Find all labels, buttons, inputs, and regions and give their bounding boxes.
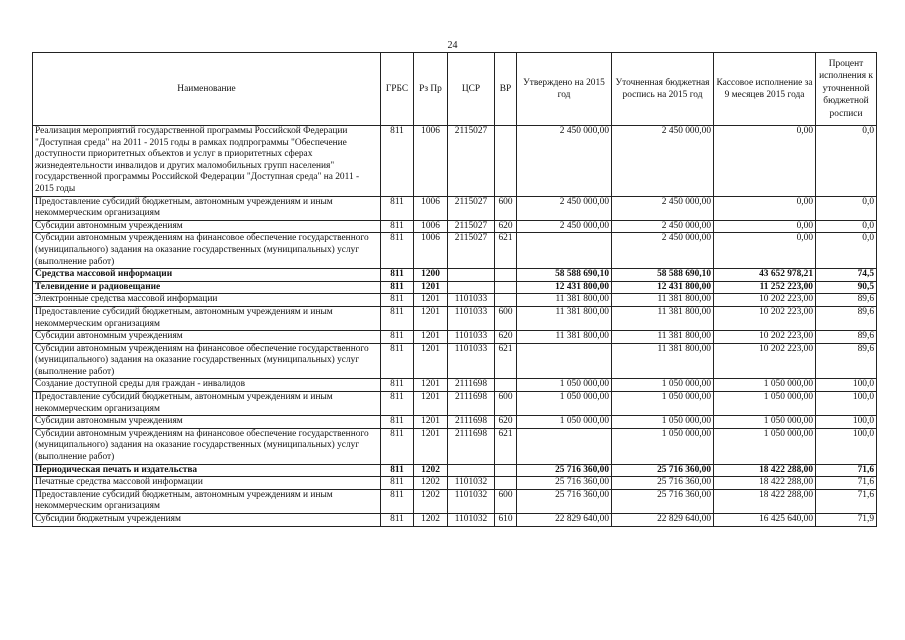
cell-csr: 2115027 [448, 233, 495, 269]
cell-csr [448, 281, 495, 294]
cell-refined: 22 829 640,00 [612, 514, 714, 527]
cell-grbs: 811 [381, 281, 414, 294]
cell-grbs: 811 [381, 477, 414, 490]
cell-name: Предоставление субсидий бюджетным, автономным учреждениям и иным некоммерческим организациям [33, 392, 381, 416]
cell-name: Субсидии автономным учреждениям [33, 220, 381, 233]
cell-grbs: 811 [381, 464, 414, 477]
cell-csr: 1101032 [448, 477, 495, 490]
table-row [33, 294, 877, 307]
cell-name: Субсидии автономным учреждениям на финансовое обеспечение государственного (муниципального) задания на оказание государственных (муниципальных) услуг (выполнение работ) [33, 343, 381, 379]
cell-approved [517, 343, 612, 379]
cell-refined: 11 381 800,00 [612, 343, 714, 379]
cell-csr: 2115027 [448, 126, 495, 197]
page-number: 24 [447, 40, 458, 51]
cell-approved: 12 431 800,00 [517, 281, 612, 294]
cell-name: Субсидии автономным учреждениям [33, 416, 381, 429]
cell-name: Электронные средства массовой информации [33, 294, 381, 307]
cell-csr: 1101033 [448, 306, 495, 330]
cell-name: Субсидии автономным учреждениям [33, 331, 381, 344]
cell-grbs: 811 [381, 392, 414, 416]
header-vr: ВР [495, 53, 517, 126]
header-name: Наименование [33, 53, 381, 126]
cell-refined: 2 450 000,00 [612, 220, 714, 233]
cell-refined: 12 431 800,00 [612, 281, 714, 294]
cell-cash: 43 652 978,21 [714, 269, 816, 282]
cell-cash: 1 050 000,00 [714, 428, 816, 464]
cell-cash: 10 202 223,00 [714, 306, 816, 330]
header-row [33, 53, 877, 126]
cell-percent: 100,0 [816, 379, 877, 392]
table-row [33, 477, 877, 490]
cell-vr [495, 294, 517, 307]
header-cash: Кассовое исполнение за 9 месяцев 2015 года [714, 53, 816, 126]
cell-percent: 74,5 [816, 269, 877, 282]
cell-percent: 0,0 [816, 233, 877, 269]
cell-grbs: 811 [381, 514, 414, 527]
cell-rzpr: 1201 [414, 281, 448, 294]
cell-rzpr: 1201 [414, 416, 448, 429]
cell-grbs: 811 [381, 331, 414, 344]
cell-vr: 621 [495, 233, 517, 269]
cell-csr: 1101032 [448, 489, 495, 513]
cell-refined: 1 050 000,00 [612, 379, 714, 392]
cell-approved: 2 450 000,00 [517, 196, 612, 220]
cell-vr: 600 [495, 489, 517, 513]
cell-name: Средства массовой информации [33, 269, 381, 282]
cell-approved: 25 716 360,00 [517, 489, 612, 513]
cell-approved: 11 381 800,00 [517, 306, 612, 330]
cell-grbs: 811 [381, 428, 414, 464]
table-row [33, 514, 877, 527]
cell-cash: 10 202 223,00 [714, 294, 816, 307]
cell-grbs: 811 [381, 489, 414, 513]
cell-csr: 2111698 [448, 392, 495, 416]
cell-approved: 11 381 800,00 [517, 331, 612, 344]
cell-rzpr: 1201 [414, 379, 448, 392]
cell-cash: 10 202 223,00 [714, 343, 816, 379]
cell-grbs: 811 [381, 196, 414, 220]
table-row [33, 196, 877, 220]
table-row [33, 392, 877, 416]
cell-percent: 0,0 [816, 220, 877, 233]
cell-approved [517, 428, 612, 464]
cell-cash: 0,00 [714, 126, 816, 197]
cell-approved: 25 716 360,00 [517, 464, 612, 477]
cell-rzpr: 1202 [414, 489, 448, 513]
cell-rzpr: 1201 [414, 331, 448, 344]
cell-percent: 71,6 [816, 477, 877, 490]
cell-name: Предоставление субсидий бюджетным, автономным учреждениям и иным некоммерческим организациям [33, 306, 381, 330]
cell-rzpr: 1006 [414, 220, 448, 233]
cell-csr: 2111698 [448, 379, 495, 392]
cell-refined: 11 381 800,00 [612, 294, 714, 307]
budget-table [32, 52, 877, 527]
cell-rzpr: 1202 [414, 477, 448, 490]
cell-grbs: 811 [381, 220, 414, 233]
cell-csr: 1101032 [448, 514, 495, 527]
cell-approved: 1 050 000,00 [517, 416, 612, 429]
table-row [33, 331, 877, 344]
header-rzpr: Рз Пр [414, 53, 448, 126]
cell-refined: 11 381 800,00 [612, 331, 714, 344]
cell-percent: 71,6 [816, 464, 877, 477]
cell-refined: 2 450 000,00 [612, 126, 714, 197]
cell-approved: 11 381 800,00 [517, 294, 612, 307]
cell-percent: 71,6 [816, 489, 877, 513]
cell-name: Печатные средства массовой информации [33, 477, 381, 490]
cell-approved: 1 050 000,00 [517, 392, 612, 416]
cell-csr: 1101033 [448, 294, 495, 307]
cell-cash: 1 050 000,00 [714, 379, 816, 392]
table-row [33, 464, 877, 477]
cell-rzpr: 1202 [414, 514, 448, 527]
cell-cash: 1 050 000,00 [714, 392, 816, 416]
cell-cash: 0,00 [714, 233, 816, 269]
cell-refined: 1 050 000,00 [612, 416, 714, 429]
cell-cash: 0,00 [714, 220, 816, 233]
cell-name: Предоставление субсидий бюджетным, автономным учреждениям и иным некоммерческим организациям [33, 489, 381, 513]
cell-vr: 621 [495, 428, 517, 464]
cell-percent: 71,9 [816, 514, 877, 527]
header-csr: ЦСР [448, 53, 495, 126]
cell-csr: 2115027 [448, 196, 495, 220]
cell-grbs: 811 [381, 294, 414, 307]
header-refined: Уточненная бюджетная роспись на 2015 год [612, 53, 714, 126]
cell-name: Субсидии автономным учреждениям на финансовое обеспечение государственного (муниципального) задания на оказание государственных (муниципальных) услуг (выполнение работ) [33, 428, 381, 464]
cell-grbs: 811 [381, 343, 414, 379]
table-row [33, 281, 877, 294]
cell-approved: 2 450 000,00 [517, 220, 612, 233]
cell-rzpr: 1200 [414, 269, 448, 282]
cell-refined: 1 050 000,00 [612, 428, 714, 464]
cell-approved: 2 450 000,00 [517, 126, 612, 197]
cell-vr [495, 477, 517, 490]
table-row [33, 428, 877, 464]
cell-percent: 0,0 [816, 196, 877, 220]
table-row [33, 126, 877, 197]
cell-approved: 1 050 000,00 [517, 379, 612, 392]
cell-vr: 620 [495, 331, 517, 344]
cell-rzpr: 1201 [414, 428, 448, 464]
cell-cash: 11 252 223,00 [714, 281, 816, 294]
table-row [33, 233, 877, 269]
cell-vr [495, 379, 517, 392]
cell-csr: 2111698 [448, 416, 495, 429]
cell-rzpr: 1006 [414, 233, 448, 269]
cell-rzpr: 1201 [414, 306, 448, 330]
cell-name: Реализация мероприятий государственной программы Российской Федерации "Доступная среда" на 2011 - 2015 годы в рамках подпрограммы "Обеспечение доступности приоритетных объектов и услуг в приоритетных сферах жизнедеятельности инвалидов и других маломобильных групп населения" государственной программы Российской Федерации "Доступная среда" на 2011 - 2015 годы [33, 126, 381, 197]
cell-csr: 2111698 [448, 428, 495, 464]
table-row [33, 306, 877, 330]
cell-csr [448, 269, 495, 282]
cell-name: Субсидии бюджетным учреждениям [33, 514, 381, 527]
cell-refined: 25 716 360,00 [612, 477, 714, 490]
cell-percent: 89,6 [816, 306, 877, 330]
table-row [33, 220, 877, 233]
cell-grbs: 811 [381, 379, 414, 392]
cell-percent: 100,0 [816, 392, 877, 416]
cell-csr [448, 464, 495, 477]
cell-grbs: 811 [381, 269, 414, 282]
cell-cash: 0,00 [714, 196, 816, 220]
cell-vr [495, 464, 517, 477]
cell-refined: 2 450 000,00 [612, 233, 714, 269]
cell-vr: 600 [495, 196, 517, 220]
cell-cash: 18 422 288,00 [714, 464, 816, 477]
cell-cash: 16 425 640,00 [714, 514, 816, 527]
cell-approved [517, 233, 612, 269]
cell-percent: 89,6 [816, 294, 877, 307]
cell-name: Создание доступной среды для граждан - инвалидов [33, 379, 381, 392]
cell-cash: 18 422 288,00 [714, 489, 816, 513]
cell-vr [495, 281, 517, 294]
table-body [33, 126, 877, 527]
cell-percent: 100,0 [816, 416, 877, 429]
header-percent: Процент исполнения к уточненной бюджетной росписи [816, 53, 877, 126]
cell-refined: 25 716 360,00 [612, 464, 714, 477]
table-row [33, 416, 877, 429]
cell-percent: 0,0 [816, 126, 877, 197]
cell-approved: 25 716 360,00 [517, 477, 612, 490]
cell-vr [495, 269, 517, 282]
cell-rzpr: 1201 [414, 294, 448, 307]
table-row [33, 379, 877, 392]
cell-vr: 621 [495, 343, 517, 379]
cell-rzpr: 1201 [414, 392, 448, 416]
cell-approved: 58 588 690,10 [517, 269, 612, 282]
table-row [33, 269, 877, 282]
header-approved: Утверждено на 2015 год [517, 53, 612, 126]
cell-cash: 18 422 288,00 [714, 477, 816, 490]
cell-name: Периодическая печать и издательства [33, 464, 381, 477]
cell-rzpr: 1201 [414, 343, 448, 379]
cell-vr [495, 126, 517, 197]
cell-rzpr: 1006 [414, 126, 448, 197]
cell-refined: 58 588 690,10 [612, 269, 714, 282]
cell-csr: 1101033 [448, 343, 495, 379]
cell-grbs: 811 [381, 126, 414, 197]
cell-csr: 1101033 [448, 331, 495, 344]
cell-cash: 1 050 000,00 [714, 416, 816, 429]
cell-name: Предоставление субсидий бюджетным, автономным учреждениям и иным некоммерческим организациям [33, 196, 381, 220]
cell-rzpr: 1202 [414, 464, 448, 477]
cell-percent: 89,6 [816, 343, 877, 379]
cell-vr: 620 [495, 220, 517, 233]
cell-grbs: 811 [381, 416, 414, 429]
cell-vr: 610 [495, 514, 517, 527]
cell-percent: 90,5 [816, 281, 877, 294]
cell-cash: 10 202 223,00 [714, 331, 816, 344]
cell-refined: 1 050 000,00 [612, 392, 714, 416]
cell-approved: 22 829 640,00 [517, 514, 612, 527]
table-row [33, 343, 877, 379]
cell-name: Субсидии автономным учреждениям на финансовое обеспечение государственного (муниципального) задания на оказание государственных (муниципальных) услуг (выполнение работ) [33, 233, 381, 269]
cell-refined: 11 381 800,00 [612, 306, 714, 330]
table-row [33, 489, 877, 513]
cell-name: Телевидение и радиовещание [33, 281, 381, 294]
cell-csr: 2115027 [448, 220, 495, 233]
cell-rzpr: 1006 [414, 196, 448, 220]
cell-vr: 600 [495, 392, 517, 416]
cell-percent: 89,6 [816, 331, 877, 344]
cell-vr: 620 [495, 416, 517, 429]
header-grbs: ГРБС [381, 53, 414, 126]
cell-grbs: 811 [381, 233, 414, 269]
cell-grbs: 811 [381, 306, 414, 330]
cell-refined: 25 716 360,00 [612, 489, 714, 513]
cell-vr: 600 [495, 306, 517, 330]
cell-percent: 100,0 [816, 428, 877, 464]
cell-refined: 2 450 000,00 [612, 196, 714, 220]
